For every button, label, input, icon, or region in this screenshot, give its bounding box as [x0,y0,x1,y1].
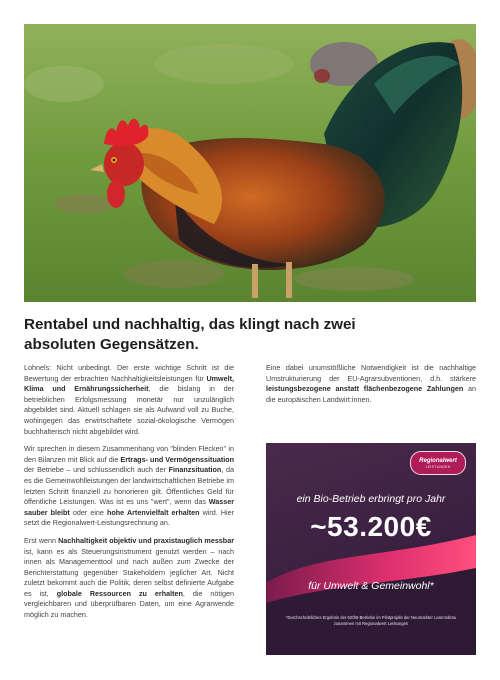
regionalwert-logo [410,451,466,475]
rooster-photo-icon [24,24,476,302]
bold-run: leistungsbezogene anstatt flächenbezogene Zahlungen [266,384,464,394]
right-column [266,363,476,412]
text-run: , die nötigen vergleichbaren und überprüfbaren Daten, um eine Agrarwende möglich zu machen. [24,588,234,620]
text-run: Eine dabei unumstößliche Notwendigkeit ist die nachhaltige Umstrukturierung der EU-Agrarsubventionen, d.h. stärkere [266,363,476,383]
text-run: , da es die Gemeinwohlleistungen der landwirtschaftlichen Betriebe im letzten Schritt finanziell zu honorieren gilt. Öffentliches Geld für öffentliche Leistungen. Was ist es uns "wert", wenn das [24,465,234,507]
bold-run: Wasser sauber bleibt [24,497,234,517]
text-run: Wir sprechen in diesem Zusammenhang von "blinden Flecken" in den Bilanzen mit Blick auf die [24,444,234,464]
promo-box [266,443,476,655]
bold-run: Finanzsituation [168,465,222,475]
text-run: der Betriebe – und schlussendlich auch der [24,465,169,475]
text-run: an die europäischen Landwirt:innen. [266,384,476,404]
headline-line-2: absoluten Gegensätzen. [24,336,199,353]
left-column [24,363,234,628]
promo-footnote: *Durchschnittliches Ergebnis der 62ÖB-Betriebe im Pilotprojekt der Neumarkter Lammsbräu zusammen mit Regionalwert Leistungen [285,615,457,626]
left-paragraph-2 [24,444,234,529]
text-run: wird. Hier setzt die Regionalwert-Leistungsrechnung an. [24,507,234,528]
text-run: ist, kann es als Steuerungsinstrument genutzt werden – nach innen als Managementtool und nach außen zum Zwecke der Berichterstattung gegenüber Stakeholdern jeglicher Art. Nicht zuletzt bekommt auch die Politik, deren selbst definierte Aufgabe es ist, [24,546,234,598]
text-run: , die bislang in der betrieblichen Erfolgsmessung monetär nur unzulänglich abgebildet sind. Aktuell schlagen sie als Aufwand voll zu Buche, wohingegen das erwirtschaftete sozial-ökologische Vermögen buchhalterisch nicht abgebildet wird. [24,384,234,436]
hero-image [24,24,476,302]
promo-amount: ~53.200€ [310,511,432,542]
promo-line-1: ein Bio-Betrieb erbringt pro Jahr [296,493,446,505]
left-paragraph-1 [24,363,234,437]
logo-subtitle: LEISTUNGEN [425,464,451,469]
bold-run: hohe Artenvielfalt erhalten [106,507,200,517]
left-paragraph-3 [24,536,234,621]
bold-run: Umwelt, Klima und Ernährungssicherheit [24,373,234,394]
right-paragraph-1 [266,363,476,405]
headline-line-1: Rentabel und nachhaltig, das klingt nach zwei [24,316,356,333]
text-run: Lohnels: Nicht unbedingt. Der erste wichtige Schritt ist die Bewertung der erbrachten Nachhaltigkeitsleistungen für [24,363,234,383]
bold-run: Ertrags- und Vermögenssituation [120,454,234,464]
promo-line-2: für Umwelt & Gemeinwohl* [308,580,434,592]
bold-run: globale Ressourcen zu erhalten [56,588,183,598]
logo-name: Regionalwert [419,457,457,464]
bold-run: Nachhaltigkeit objektiv und praxistauglich messbar [58,535,234,545]
text-run: Erst wenn [24,535,59,545]
headline [24,315,464,355]
text-run: oder eine [69,507,107,517]
